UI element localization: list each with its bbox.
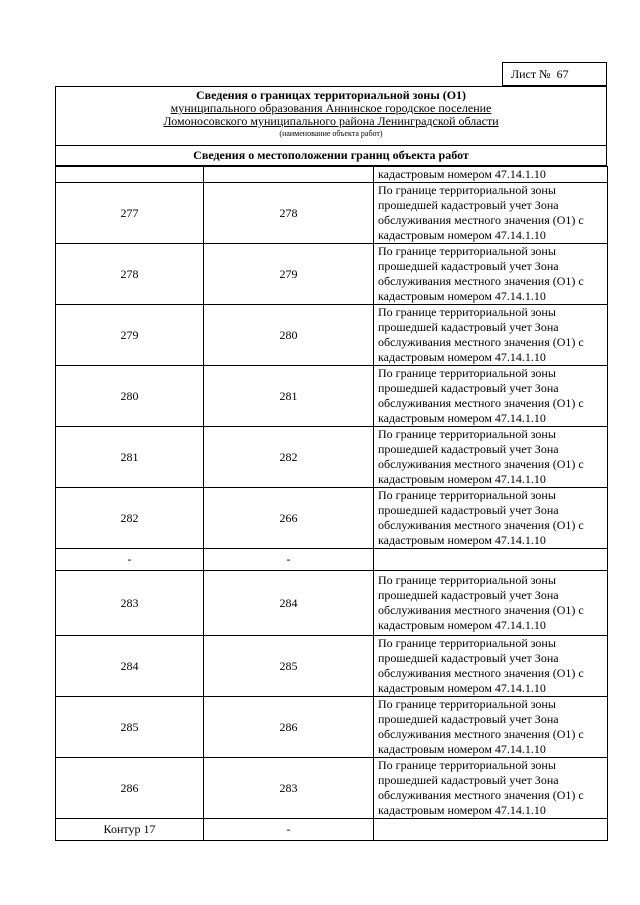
description-cell xyxy=(374,244,608,305)
to-point-cell: 285 xyxy=(204,636,374,697)
to-point-cell: 279 xyxy=(204,244,374,305)
description-line: По границе территориальной зоны xyxy=(378,183,556,197)
description-cell xyxy=(374,488,608,549)
description-line: По границе территориальной зоны xyxy=(378,366,556,380)
from-point-cell: 280 xyxy=(56,366,204,427)
to-point-cell: 281 xyxy=(204,366,374,427)
description-line: обслуживания местного значения (О1) с xyxy=(378,727,584,741)
header-caption: (наименование объекта работ) xyxy=(279,129,383,138)
to-point-cell: 286 xyxy=(204,697,374,758)
table-row xyxy=(56,697,608,758)
description-line: кадастровым номером 47.14.1.10 xyxy=(378,350,546,364)
table-row xyxy=(56,488,608,549)
description-line: кадастровым номером 47.14.1.10 xyxy=(378,167,546,181)
description-line: прошедшей кадастровый учет Зона xyxy=(378,712,559,726)
description-line: кадастровым номером 47.14.1.10 xyxy=(378,533,546,547)
to-point-cell: 282 xyxy=(204,427,374,488)
description-line: обслуживания местного значения (О1) с xyxy=(378,666,584,680)
description-line: обслуживания местного значения (О1) с xyxy=(378,396,584,410)
description-line: прошедшей кадастровый учет Зона xyxy=(378,198,559,212)
description-line: прошедшей кадастровый учет Зона xyxy=(378,503,559,517)
description-line: обслуживания местного значения (О1) с xyxy=(378,518,584,532)
description-line: По границе территориальной зоны xyxy=(378,636,556,650)
table-row xyxy=(56,636,608,697)
from-point-cell: 278 xyxy=(56,244,204,305)
table-row xyxy=(56,167,608,183)
description-line: обслуживания местного значения (О1) с xyxy=(378,335,584,349)
sheet-number: 67 xyxy=(556,66,569,81)
to-point-cell: 278 xyxy=(204,183,374,244)
description-line: кадастровым номером 47.14.1.10 xyxy=(378,618,546,632)
description-line: По границе территориальной зоны xyxy=(378,244,556,258)
sheet-number-box xyxy=(502,62,607,86)
description-cell xyxy=(374,697,608,758)
description-cell xyxy=(374,427,608,488)
header-district: Ломоносовского муниципального района Ленинградской области xyxy=(163,114,499,128)
description-line: По границе территориальной зоны xyxy=(378,488,556,502)
description-cell xyxy=(374,758,608,819)
to-point-cell: 266 xyxy=(204,488,374,549)
description-line: прошедшей кадастровый учет Зона xyxy=(378,442,559,456)
table-row xyxy=(56,549,608,571)
from-point-cell: 281 xyxy=(56,427,204,488)
from-point-cell: 283 xyxy=(56,571,204,636)
description-line: обслуживания местного значения (О1) с xyxy=(378,213,584,227)
to-point-cell: 283 xyxy=(204,758,374,819)
table-row xyxy=(56,366,608,427)
table-row xyxy=(56,244,608,305)
description-line: По границе территориальной зоны xyxy=(378,697,556,711)
description-line: прошедшей кадастровый учет Зона xyxy=(378,651,559,665)
description-cell xyxy=(374,167,608,183)
from-point-cell: 279 xyxy=(56,305,204,366)
table-row xyxy=(56,571,608,636)
description-line: По границе территориальной зоны xyxy=(378,573,556,587)
header-title: Сведения о границах территориальной зоны (О1) xyxy=(195,88,467,102)
from-point-cell: Контур 17 xyxy=(56,819,204,841)
description-line: кадастровым номером 47.14.1.10 xyxy=(378,742,546,756)
description-cell xyxy=(374,305,608,366)
description-cell xyxy=(374,366,608,427)
from-point-cell: 277 xyxy=(56,183,204,244)
description-line: кадастровым номером 47.14.1.10 xyxy=(378,472,546,486)
from-point-cell xyxy=(56,167,204,183)
from-point-cell: 282 xyxy=(56,488,204,549)
description-line: кадастровым номером 47.14.1.10 xyxy=(378,289,546,303)
description-line: прошедшей кадастровый учет Зона xyxy=(378,320,559,334)
section-title: Сведения о местоположении границ объекта работ xyxy=(55,146,607,166)
description-line: прошедшей кадастровый учет Зона xyxy=(378,381,559,395)
table-row xyxy=(56,758,608,819)
document-header xyxy=(55,86,607,146)
description-line: обслуживания местного значения (О1) с xyxy=(378,274,584,288)
description-line: обслуживания местного значения (О1) с xyxy=(378,603,584,617)
table-row xyxy=(56,427,608,488)
to-point-cell xyxy=(204,167,374,183)
description-line: кадастровым номером 47.14.1.10 xyxy=(378,803,546,817)
description-cell xyxy=(374,549,608,571)
description-line: прошедшей кадастровый учет Зона xyxy=(378,773,559,787)
description-line: кадастровым номером 47.14.1.10 xyxy=(378,681,546,695)
description-cell xyxy=(374,183,608,244)
description-line: По границе территориальной зоны xyxy=(378,305,556,319)
sheet-label: Лист № xyxy=(511,66,551,81)
description-cell xyxy=(374,819,608,841)
header-municipality: муниципального образования Аннинское городское поселение xyxy=(170,101,492,115)
description-line: По границе территориальной зоны xyxy=(378,427,556,441)
from-point-cell: - xyxy=(56,549,204,571)
from-point-cell: 286 xyxy=(56,758,204,819)
description-line: прошедшей кадастровый учет Зона xyxy=(378,259,559,273)
to-point-cell: - xyxy=(204,549,374,571)
to-point-cell: 284 xyxy=(204,571,374,636)
description-line: По границе территориальной зоны xyxy=(378,758,556,772)
description-line: кадастровым номером 47.14.1.10 xyxy=(378,411,546,425)
from-point-cell: 284 xyxy=(56,636,204,697)
from-point-cell: 285 xyxy=(56,697,204,758)
boundary-table xyxy=(55,166,608,841)
to-point-cell: 280 xyxy=(204,305,374,366)
description-cell xyxy=(374,571,608,636)
table-row xyxy=(56,305,608,366)
description-line: обслуживания местного значения (О1) с xyxy=(378,457,584,471)
to-point-cell: - xyxy=(204,819,374,841)
description-cell xyxy=(374,636,608,697)
description-line: прошедшей кадастровый учет Зона xyxy=(378,588,559,602)
table-row xyxy=(56,183,608,244)
description-line: кадастровым номером 47.14.1.10 xyxy=(378,228,546,242)
table-row xyxy=(56,819,608,841)
description-line: обслуживания местного значения (О1) с xyxy=(378,788,584,802)
